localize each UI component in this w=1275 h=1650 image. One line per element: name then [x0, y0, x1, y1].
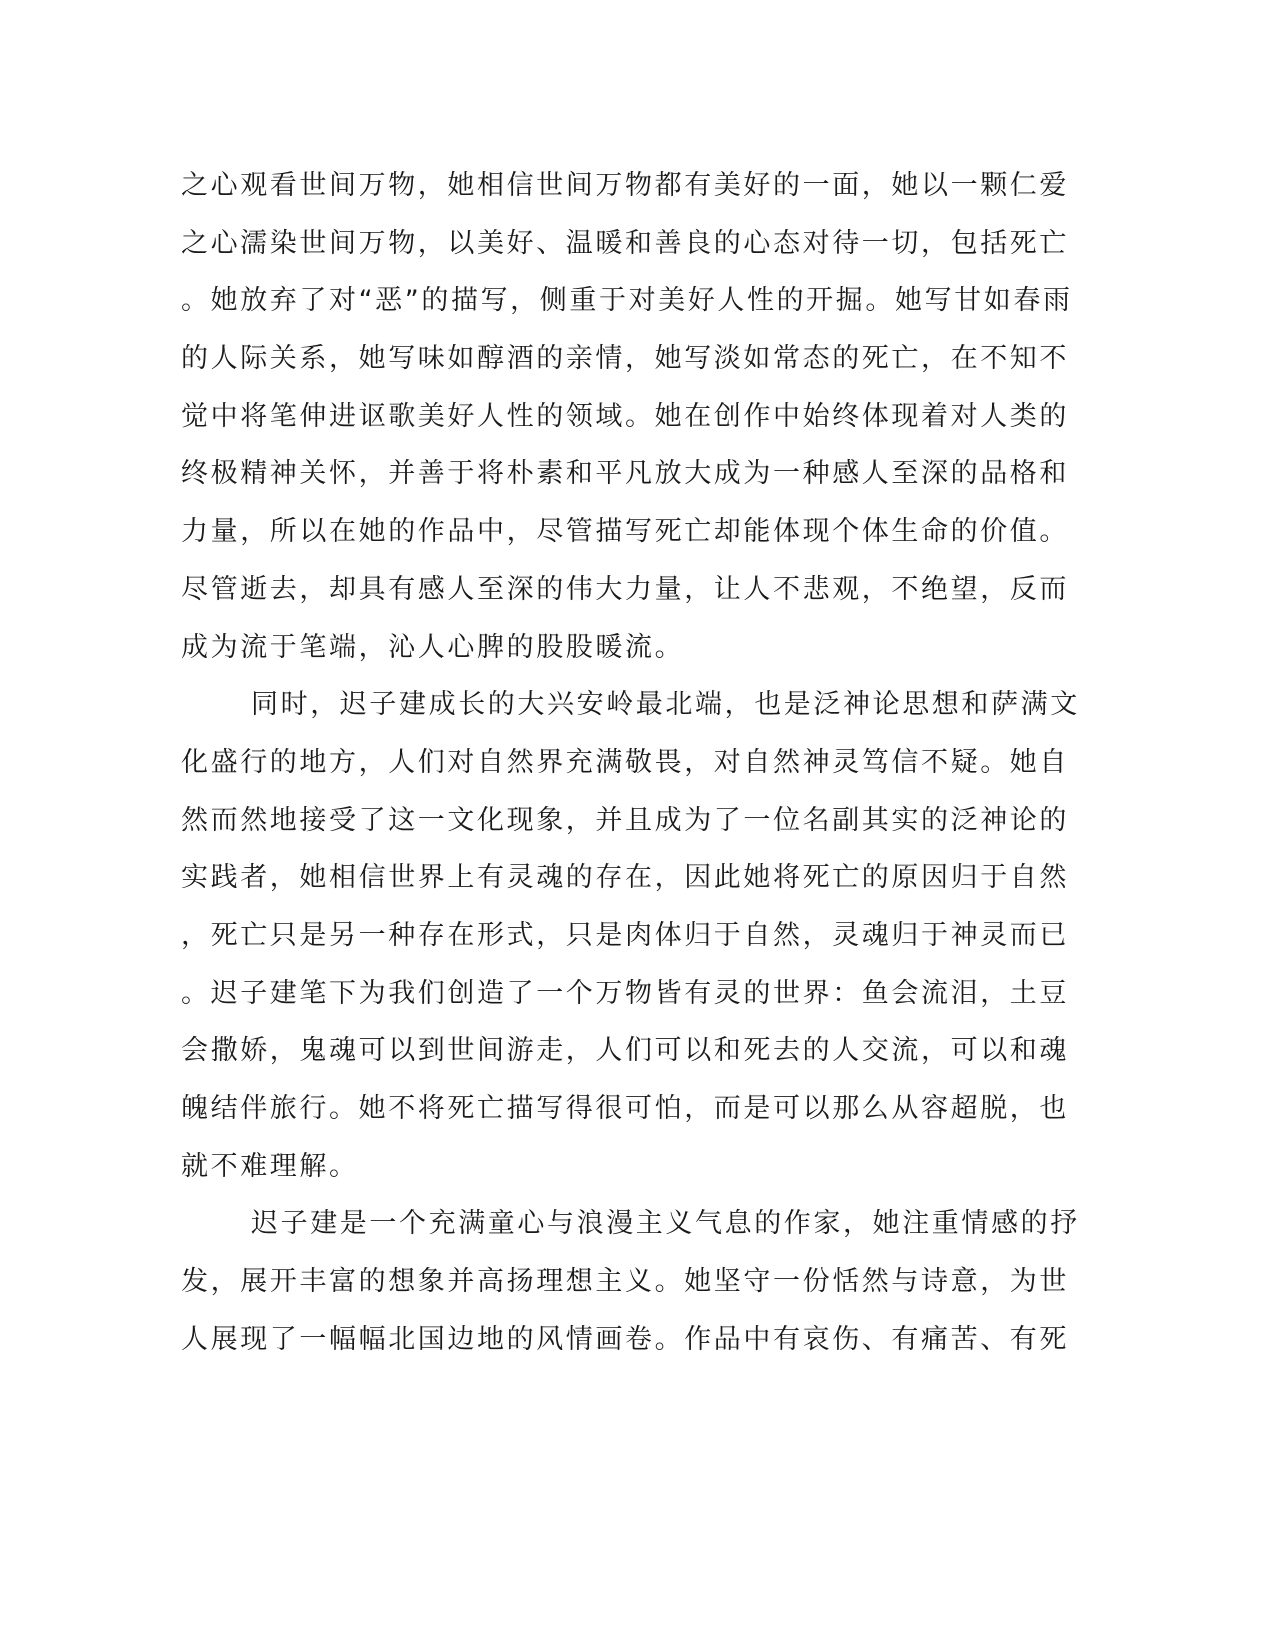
paragraph-2: [181, 676, 1080, 1195]
text-line-indented: 迟子建是一个充满童心与浪漫主义气息的作家，她注重情感的抒: [251, 1208, 1080, 1240]
document-body: [181, 157, 1080, 1368]
text-line: 化盛行的地方，人们对自然界充满敬畏，对自然神灵笃信不疑。她自: [181, 746, 1069, 778]
text-line: 之心观看世间万物，她相信世间万物都有美好的一面，她以一颗仁爱: [181, 170, 1069, 201]
text-line: 然而然地接受了这一文化现象，并且成为了一位名副其实的泛神论的: [181, 804, 1069, 836]
text-line: 的人际关系，她写味如醇酒的亲情，她写淡如常态的死亡，在不知不: [181, 343, 1069, 375]
text-line: 人展现了一幅幅北国边地的风情画卷。作品中有哀伤、有痛苦、有死: [181, 1323, 1069, 1355]
text-line: 成为流于笔端，沁人心脾的股股暖流。: [181, 631, 685, 663]
text-line: 魄结伴旅行。她不将死亡描写得很可怕，而是可以那么从容超脱，也: [181, 1093, 1069, 1124]
text-line: 。她放弃了对“恶”的描写，侧重于对美好人性的开掘。她写甘如春雨: [181, 285, 1073, 317]
text-line: 。迟子建笔下为我们创造了一个万物皆有灵的世界：鱼会流泪，土豆: [181, 977, 1069, 1009]
text-line: 之心濡染世间万物，以美好、温暖和善良的心态对待一切，包括死亡: [181, 227, 1069, 259]
text-line: 觉中将笔伸进讴歌美好人性的领域。她在创作中始终体现着对人类的: [181, 400, 1069, 432]
text-line: 就不难理解。: [181, 1150, 359, 1182]
text-line: ，死亡只是另一种存在形式，只是肉体归于自然，灵魂归于神灵而已: [181, 919, 1069, 951]
text-line: 力量，所以在她的作品中，尽管描写死亡却能体现个体生命的价值。: [181, 516, 1069, 548]
text-line: 会撒娇，鬼魂可以到世间游走，人们可以和死去的人交流，可以和魂: [181, 1035, 1069, 1067]
paragraph-3: [181, 1195, 1080, 1368]
text-line: 实践者，她相信世界上有灵魂的存在，因此她将死亡的原因归于自然: [181, 862, 1069, 894]
paragraph-1: [181, 157, 1073, 676]
text-line: 发，展开丰富的想象并高扬理想主义。她坚守一份恬然与诗意，为世: [181, 1266, 1069, 1298]
text-line: 终极精神关怀，并善于将朴素和平凡放大成为一种感人至深的品格和: [181, 458, 1069, 490]
text-line: 尽管逝去，却具有感人至深的伟大力量，让人不悲观，不绝望，反而: [181, 573, 1069, 605]
text-line-indented: 同时，迟子建成长的大兴安岭最北端，也是泛神论思想和萨满文: [251, 689, 1080, 721]
